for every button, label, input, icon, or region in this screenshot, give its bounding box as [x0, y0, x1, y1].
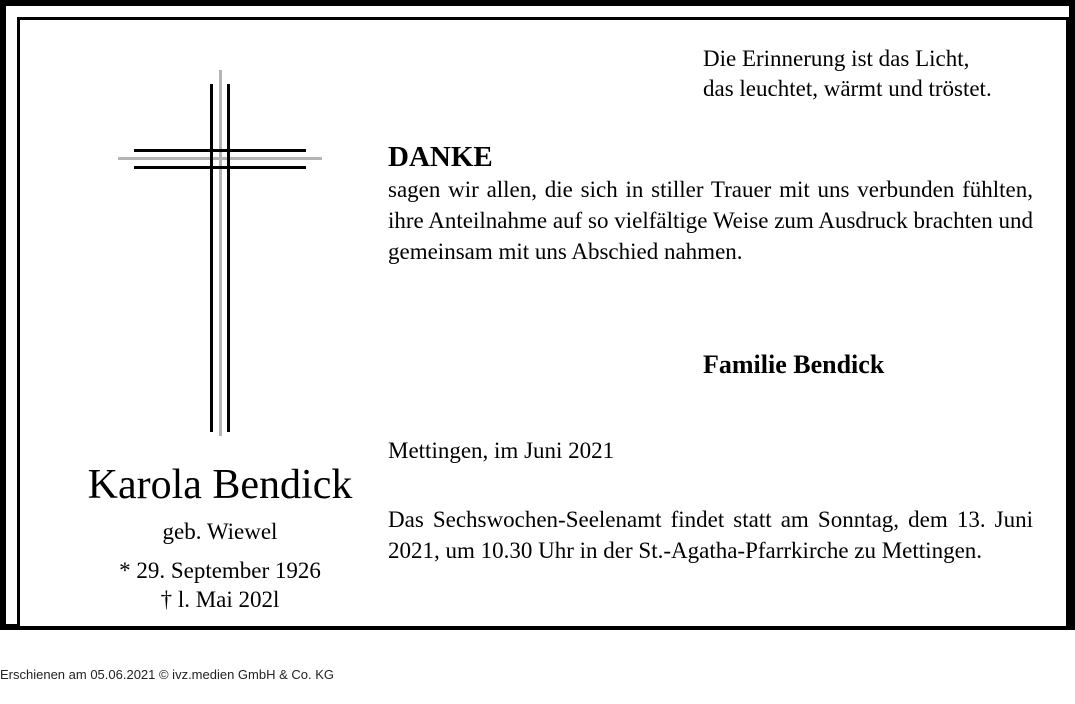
birth-date: * 29. September 1926 — [119, 558, 321, 583]
birth-name: geb. Wiewel — [162, 519, 278, 544]
mass-notice: Das Sechswochen-Seelenamt findet statt am Sonntag, dem 13. Juni 2021, um 10.30 Uhr in der St.-Agatha-Pfarrkirche zu Mettingen. — [388, 507, 1033, 563]
cross-icon — [118, 70, 322, 436]
thanks-text: sagen wir allen, die sich in stiller Trauer mit uns verbunden fühlten, ihre Anteilnahme auf so vielfältige Weise zum Ausdruck brachten und gemeinsam mit uns Abschied nahmen. — [388, 177, 1033, 264]
quote-line-2: das leuchtet, wärmt und tröstet. — [703, 76, 992, 101]
family-signature: Familie Bendick — [703, 350, 885, 379]
deceased-name: Karola Bendick — [87, 462, 353, 508]
place-date: Mettingen, im Juni 2021 — [388, 438, 615, 463]
quote-line-1: Die Erinnerung ist das Licht, — [703, 46, 970, 71]
memorial-quote — [703, 44, 1053, 104]
thanks-heading: DANKE — [388, 141, 493, 173]
life-dates — [60, 556, 380, 614]
publication-footer: Erschienen am 05.06.2021 © ivz.medien GmbH & Co. KG — [0, 667, 335, 682]
death-date: † l. Mai 202l — [160, 587, 280, 612]
